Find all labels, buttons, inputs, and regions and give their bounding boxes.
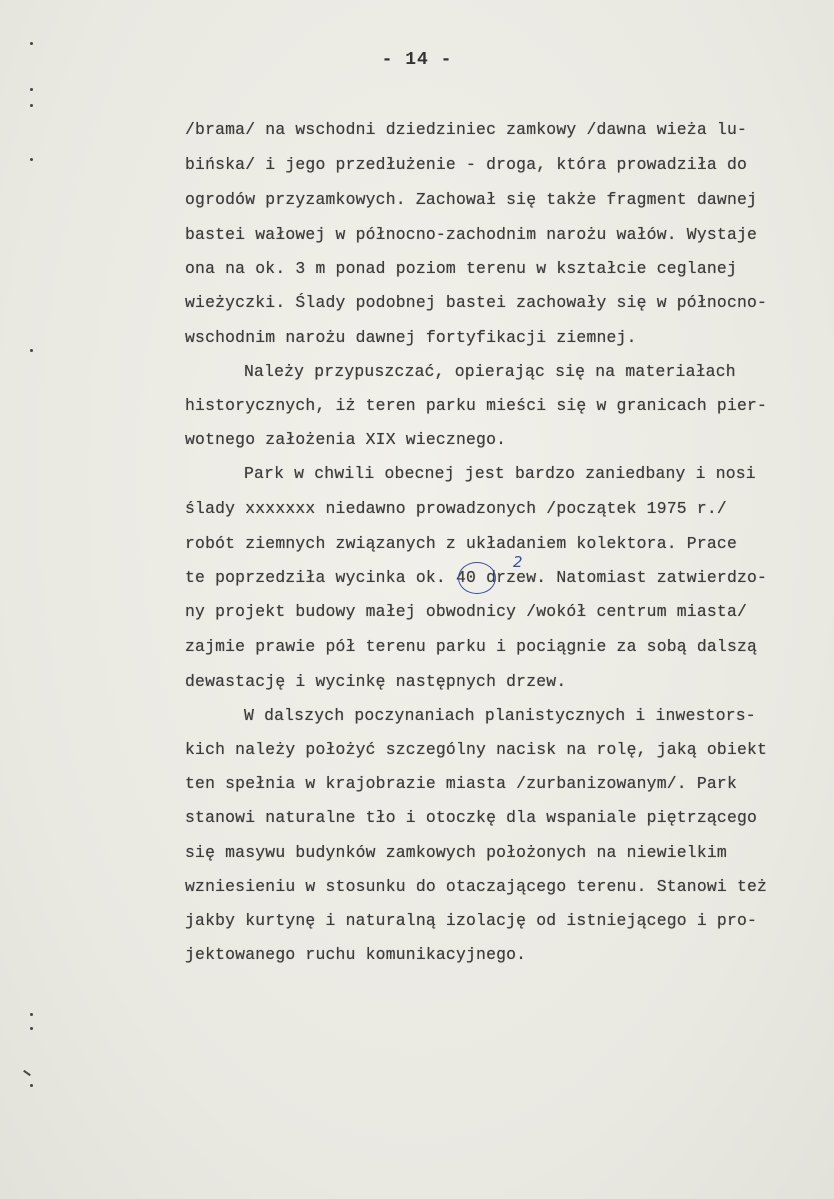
text-line: dewastację i wycinkę następnych drzew. bbox=[185, 672, 567, 691]
margin-mark bbox=[30, 349, 33, 352]
text-line: W dalszych poczynaniach planistycznych i inwestors- bbox=[244, 706, 756, 725]
text-line: ogrodów przyzamkowych. Zachował się także fragment dawnej bbox=[185, 190, 758, 209]
text-line: ślady xxxxxxx niedawno prowadzonych /początek 1975 r./ bbox=[185, 499, 727, 518]
text-line: wschodnim narożu dawnej fortyfikacji ziemnej. bbox=[185, 328, 637, 347]
text-line: stanowi naturalne tło i otoczkę dla wspaniale piętrzącego bbox=[185, 808, 758, 827]
text-line: Należy przypuszczać, opierając się na materiałach bbox=[244, 362, 736, 381]
text-line: się masywu budynków zamkowych położonych na niewielkim bbox=[185, 843, 727, 862]
margin-mark bbox=[30, 1027, 33, 1030]
margin-mark bbox=[30, 1013, 33, 1016]
page-number: - 14 - bbox=[381, 50, 453, 70]
margin-mark bbox=[30, 104, 33, 107]
text-line: ten spełnia w krajobrazie miasta /zurbanizowanym/. Park bbox=[185, 774, 737, 793]
text-line: robót ziemnych związanych z układaniem kolektora. Prace bbox=[185, 534, 737, 553]
margin-mark bbox=[23, 1070, 31, 1076]
margin-mark bbox=[30, 1084, 33, 1087]
margin-mark bbox=[30, 158, 33, 161]
text-line: ona na ok. 3 m ponad poziom terenu w kształcie ceglanej bbox=[185, 259, 737, 278]
margin-mark bbox=[30, 42, 33, 45]
text-line: te poprzedziła wycinka ok. 40 drzew. Natomiast zatwierdzo- bbox=[185, 568, 768, 587]
text-line: bińska/ i jego przedłużenie - droga, która prowadziła do bbox=[185, 155, 748, 174]
margin-mark bbox=[30, 88, 33, 91]
text-line: jektowanego ruchu komunikacyjnego. bbox=[185, 945, 527, 964]
handwritten-note: 2 bbox=[513, 553, 523, 571]
text-line: zajmie prawie pół terenu parku i pociągnie za sobą dalszą bbox=[185, 637, 758, 656]
text-line: historycznych, iż teren parku mieści się w granicach pier- bbox=[185, 396, 768, 415]
text-line: wotnego założenia XIX wiecznego. bbox=[185, 430, 507, 449]
text-line: /brama/ na wschodni dziedziniec zamkowy /dawna wieża lu- bbox=[185, 120, 748, 139]
text-line: ny projekt budowy małej obwodnicy /wokół centrum miasta/ bbox=[185, 602, 748, 621]
text-line: jakby kurtynę i naturalną izolację od istniejącego i pro- bbox=[185, 911, 758, 930]
text-line: wzniesieniu w stosunku do otaczającego terenu. Stanowi też bbox=[185, 877, 768, 896]
text-line: kich należy położyć szczególny nacisk na rolę, jaką obiekt bbox=[185, 740, 768, 759]
text-line: bastei wałowej w północno-zachodnim narożu wałów. Wystaje bbox=[185, 225, 758, 244]
text-line: Park w chwili obecnej jest bardzo zaniedbany i nosi bbox=[244, 464, 756, 483]
text-line: wieżyczki. Ślady podobnej bastei zachowały się w północno- bbox=[185, 293, 768, 312]
